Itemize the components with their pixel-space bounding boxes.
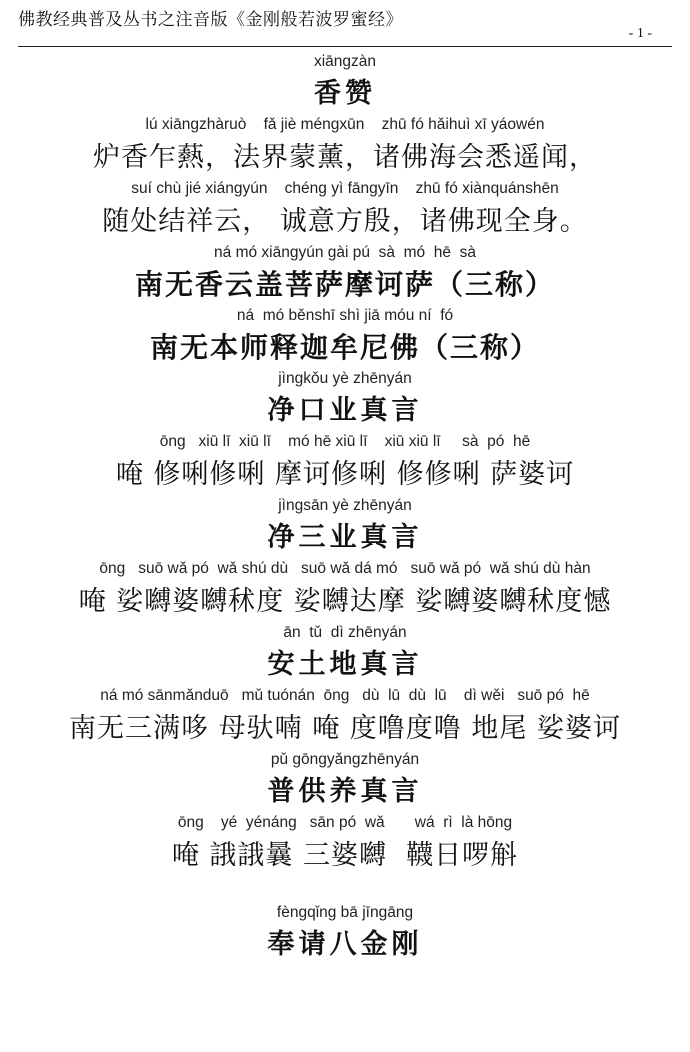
pinyin-line: lú xiāngzhàruò fǎ jiè méngxūn zhū fó hǎihuì xī yáowén (145, 116, 545, 133)
book-title: 佛教经典普及丛书之注音版《金刚般若波罗蜜经》 (18, 10, 403, 30)
scripture-body (0, 52, 690, 966)
section-heading-vajra: 奉请八金刚 (267, 929, 423, 960)
verse-line: 炉香乍爇，法界蒙薰，诸佛海会悉遥闻， (93, 142, 597, 173)
section-heading-xiangzan: 香赞 (314, 78, 376, 109)
invocation-heading: 南无本师释迦牟尼佛（三称） (149, 331, 540, 364)
mantra-line: 唵 修唎修唎 摩诃修唎 修修唎 萨婆诃 (115, 459, 575, 490)
pinyin-line: ōng suō wǎ pó wǎ shú dù suō wǎ dá mó suō wǎ pó wǎ shú dù hàn (99, 560, 591, 577)
section-gap (0, 877, 690, 903)
pinyin-line: xiāngzàn (313, 53, 377, 70)
mantra-line: 唵 誐誐曩 三婆嚩 韈日啰斛 (171, 840, 519, 871)
section-heading-mantra: 净三业真言 (267, 522, 423, 553)
pinyin-line: ān tǔ dì zhēnyán (283, 624, 407, 641)
page-number: - 1 - (628, 26, 652, 41)
verse-line: 随处结祥云， 诚意方殷，诸佛现全身。 (102, 206, 588, 237)
mantra-line: 南无三满哆 母驮喃 唵 度噜度噜 地尾 娑婆诃 (69, 713, 621, 744)
pinyin-line: ōng yé yénáng sān pó wǎ wá rì là hōng (177, 814, 513, 831)
pinyin-line: suí chù jié xiángyún chéng yì fāngyīn zhū fó xiànquánshēn (131, 180, 559, 197)
invocation-heading: 南无香云盖菩萨摩诃萨（三称） (134, 268, 555, 301)
section-heading-mantra: 净口业真言 (267, 395, 423, 426)
pinyin-line: fèngqǐng bā jīngāng (276, 904, 414, 921)
pinyin-line: ná mó běnshī shì jiā móu ní fó (236, 307, 454, 324)
pinyin-line: ná mó sānmǎnduō mǔ tuónán ōng dù lū dù lū dì wěi suō pó hē (100, 687, 590, 704)
page-header (0, 0, 690, 50)
pinyin-line: jìngsān yè zhēnyán (278, 497, 412, 514)
pinyin-line: ōng xiū lī xiū lī mó hē xiū lī xiū xiū lī sà pó hē (159, 433, 531, 450)
pinyin-line: jìngkǒu yè zhēnyán (278, 370, 412, 387)
section-heading-mantra: 普供养真言 (267, 776, 423, 807)
header-divider (18, 46, 672, 47)
mantra-line: 唵 娑嚩婆嚩秫度 娑嚩达摩 娑嚩婆嚩秫度憾 (78, 586, 612, 617)
pinyin-line: pǔ gōngyǎngzhēnyán (270, 751, 420, 768)
pinyin-line: ná mó xiāngyún gài pú sà mó hē sà (214, 244, 476, 261)
section-heading-mantra: 安土地真言 (267, 649, 423, 680)
